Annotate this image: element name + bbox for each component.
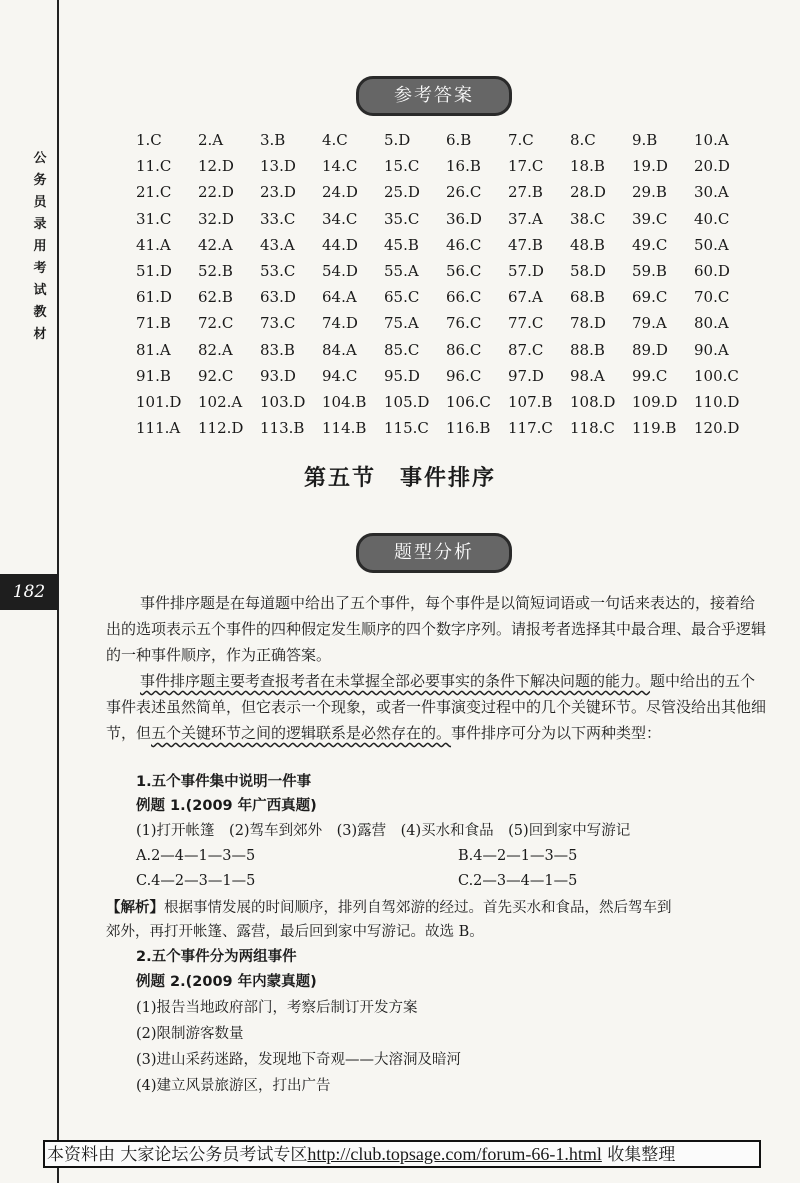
example2-item-2: (2)限制游客数量 [136,1026,244,1042]
option-b: B.4—2—1—3—5 [458,848,578,864]
example2-title: 例题 2.(2009 年内蒙真题) [136,974,317,990]
side-char: 员 [33,195,47,210]
answer-cell: 25.D [384,183,420,202]
answer-cell: 89.D [632,340,668,359]
answer-cell: 15.C [384,157,420,176]
answer-cell: 9.B [632,131,658,149]
answer-row [136,206,756,232]
example2-item-4: (4)建立风景旅游区，打出广告 [136,1078,331,1094]
option-c: C.4—2—3—1—5 [136,873,256,889]
answer-cell: 104.B [322,392,367,411]
analysis-banner: 题型分析 [356,533,512,573]
answer-cell: 26.C [446,183,482,202]
answer-cell: 7.C [508,131,534,149]
answer-cell: 18.B [570,157,605,176]
answer-cell: 71.B [136,314,171,333]
answer-cell: 12.D [198,157,234,176]
answer-cell: 86.C [446,340,482,359]
answer-cell: 53.C [260,261,296,280]
example1-title: 例题 1.(2009 年广西真题) [136,798,317,814]
answer-cell: 62.B [198,288,233,307]
answer-cell: 67.A [508,288,543,307]
answer-cell: 52.B [198,261,233,280]
answer-cell: 68.B [570,288,605,307]
answer-cell: 83.B [260,340,295,359]
answer-row [136,127,756,153]
answer-row [136,389,756,415]
answer-cell: 112.D [198,419,244,438]
answer-cell: 96.C [446,366,482,385]
answer-cell: 54.D [322,261,358,280]
option-a: A.2—4—1—3—5 [136,848,256,864]
answer-cell: 102.A [198,392,243,411]
answer-cell: 61.D [136,288,172,307]
footer-suffix: 收集整理 [601,1145,676,1165]
answer-cell: 36.D [446,209,482,228]
answer-cell: 92.C [198,366,234,385]
example1-options-row1 [136,844,776,868]
answer-cell: 94.C [322,366,358,385]
answer-row [136,310,756,336]
answer-cell: 66.C [446,288,482,307]
answer-cell: 3.B [260,131,286,149]
answers-banner: 参考答案 [356,76,512,116]
answer-cell: 103.D [260,392,306,411]
answer-cell: 111.A [136,419,181,438]
answer-cell: 84.A [322,340,357,359]
answer-cell: 56.C [446,261,482,280]
answer-cell: 11.C [136,157,172,176]
answer-cell: 20.D [694,157,730,176]
answer-cell: 77.C [508,314,544,333]
side-char: 试 [33,283,47,298]
example2-item-3: (3)进山采药迷路，发现地下奇观——大溶洞及暗河 [136,1052,462,1068]
answer-row [136,232,756,258]
footer-link[interactable]: http://club.topsage.com/forum-66-1.html [307,1144,602,1164]
example1-analysis-line2: 郊外，再打开帐篷、露营，最后回到家中写游记。故选 B。 [106,924,484,940]
answer-cell: 38.C [570,209,606,228]
side-char: 教 [33,305,47,320]
answer-cell: 99.C [632,366,668,385]
answer-cell: 98.A [570,366,605,385]
answer-cell: 14.C [322,157,358,176]
answer-cell: 29.B [632,183,667,202]
answer-cell: 39.C [632,209,668,228]
answer-cell: 28.D [570,183,606,202]
example1-events: (1)打开帐篷 (2)驾车到郊外 (3)露营 (4)买水和食品 (5)回到家中写游记 [136,823,631,839]
footer-banner [43,1140,761,1168]
side-char: 公 [33,151,47,166]
answer-cell: 120.D [694,419,740,438]
answer-cell: 63.D [260,288,296,307]
answer-cell: 43.A [260,235,295,254]
answer-cell: 33.C [260,209,296,228]
answer-cell: 23.D [260,183,296,202]
side-char: 用 [33,239,47,254]
answer-cell: 97.D [508,366,544,385]
answer-cell: 74.D [322,314,358,333]
example1-options-row2 [136,869,776,893]
example2-item-1: (1)报告当地政府部门，考察后制订开发方案 [136,1000,418,1016]
answer-cell: 65.C [384,288,420,307]
answer-row [136,179,756,205]
answer-cell: 118.C [570,419,615,438]
side-char: 考 [33,261,47,276]
answer-cell: 24.D [322,183,358,202]
analysis-label: 【解析】 [106,900,164,916]
answer-cell: 6.B [446,131,472,149]
answer-cell: 81.A [136,340,171,359]
answer-cell: 106.C [446,392,491,411]
answer-cell: 60.D [694,261,730,280]
answer-cell: 2.A [198,131,224,149]
answer-cell: 41.A [136,235,171,254]
page-number: 182 [0,574,58,610]
answer-cell: 107.B [508,392,553,411]
answer-cell: 40.C [694,209,730,228]
answer-cell: 101.D [136,392,182,411]
answer-cell: 44.D [322,235,358,254]
answer-row [136,153,756,179]
intro-paragraph-2 [106,668,766,746]
answer-cell: 27.B [508,183,543,202]
paragraph-text: 事件排序可分为以下两种类型： [451,724,662,742]
type2-heading: 2.五个事件分为两组事件 [136,949,297,965]
answer-cell: 79.A [632,314,667,333]
side-char: 材 [33,327,47,342]
answer-cell: 47.B [508,235,543,254]
answer-cell: 37.A [508,209,543,228]
answer-cell: 59.B [632,261,667,280]
answer-cell: 75.A [384,314,419,333]
answer-cell: 109.D [632,392,678,411]
answer-cell: 100.C [694,366,739,385]
answer-cell: 46.C [446,235,482,254]
option-d: C.2—3—4—1—5 [458,873,578,889]
answer-cell: 57.D [508,261,544,280]
answer-cell: 64.A [322,288,357,307]
answer-cell: 42.A [198,235,233,254]
answer-cell: 58.D [570,261,606,280]
answer-cell: 51.D [136,261,172,280]
answer-cell: 31.C [136,209,172,228]
example1-analysis-line1 [106,896,746,920]
side-char: 录 [33,217,47,232]
answer-cell: 5.D [384,131,411,149]
answer-cell: 117.C [508,419,553,438]
side-char: 务 [33,173,47,188]
answer-cell: 30.A [694,183,729,202]
answer-cell: 22.D [198,183,234,202]
answer-cell: 48.B [570,235,605,254]
answer-cell: 93.D [260,366,296,385]
answer-cell: 91.B [136,366,171,385]
footer-prefix: 本资料由 大家论坛公务员考试专区 [47,1145,308,1165]
answer-cell: 10.A [694,131,729,149]
answer-cell: 78.D [570,314,606,333]
answer-cell: 69.C [632,288,668,307]
answer-cell: 16.B [446,157,481,176]
answer-grid [136,127,756,441]
emphasis-underline: 五个关键环节之间的逻辑联系是必然存在的。 [151,724,452,742]
answer-cell: 13.D [260,157,296,176]
answer-row [136,337,756,363]
answer-row [136,415,756,441]
answer-cell: 35.C [384,209,420,228]
emphasis-underline: 事件排序题主要考查报考者在未掌握全部必要事实的条件下解决问题的能力。 [140,672,651,690]
answer-cell: 8.C [570,131,596,149]
answer-cell: 49.C [632,235,668,254]
answer-cell: 50.A [694,235,729,254]
answer-cell: 19.D [632,157,668,176]
answer-cell: 87.C [508,340,544,359]
answer-cell: 85.C [384,340,420,359]
answer-cell: 80.A [694,314,729,333]
answer-cell: 88.B [570,340,605,359]
answer-cell: 113.B [260,419,305,438]
answer-cell: 21.C [136,183,172,202]
answer-cell: 108.D [570,392,616,411]
answer-cell: 70.C [694,288,730,307]
answer-row [136,363,756,389]
answer-cell: 73.C [260,314,296,333]
answer-cell: 1.C [136,131,162,149]
answer-cell: 90.A [694,340,729,359]
answer-cell: 105.D [384,392,430,411]
answer-cell: 95.D [384,366,420,385]
answer-cell: 115.C [384,419,429,438]
answer-cell: 4.C [322,131,348,149]
answer-cell: 32.D [198,209,234,228]
paragraph-text: 题中给出的五个事件表述虽然简单，但它表示一个现象，或者一件事演变过程中的几个关键环节。尽管没给出其他细节，但 [106,672,767,742]
answer-cell: 119.B [632,419,677,438]
answer-cell: 114.B [322,419,367,438]
analysis-text: 根据事情发展的时间顺序，排列自驾郊游的经过。首先买水和食品，然后驾车到 [164,900,672,916]
answer-cell: 45.B [384,235,419,254]
answer-cell: 72.C [198,314,234,333]
type1-heading: 1.五个事件集中说明一件事 [136,774,312,790]
intro-paragraph-1: 事件排序题是在每道题中给出了五个事件，每个事件是以简短词语或一句话来表达的，接着给出的选项表示五个事件的四种假定发生顺序的四个数字序列。请报考者选择其中最合理、最合乎逻辑的一种事件顺序，作为正确答案。 [106,594,767,664]
answer-row [136,258,756,284]
answer-cell: 110.D [694,392,740,411]
answer-row [136,284,756,310]
side-book-title [30,148,50,346]
answer-cell: 82.A [198,340,233,359]
answer-cell: 76.C [446,314,482,333]
answer-cell: 34.C [322,209,358,228]
answer-cell: 116.B [446,419,491,438]
answer-cell: 55.A [384,261,419,280]
answer-cell: 17.C [508,157,544,176]
section-title: 第五节 事件排序 [303,465,496,491]
